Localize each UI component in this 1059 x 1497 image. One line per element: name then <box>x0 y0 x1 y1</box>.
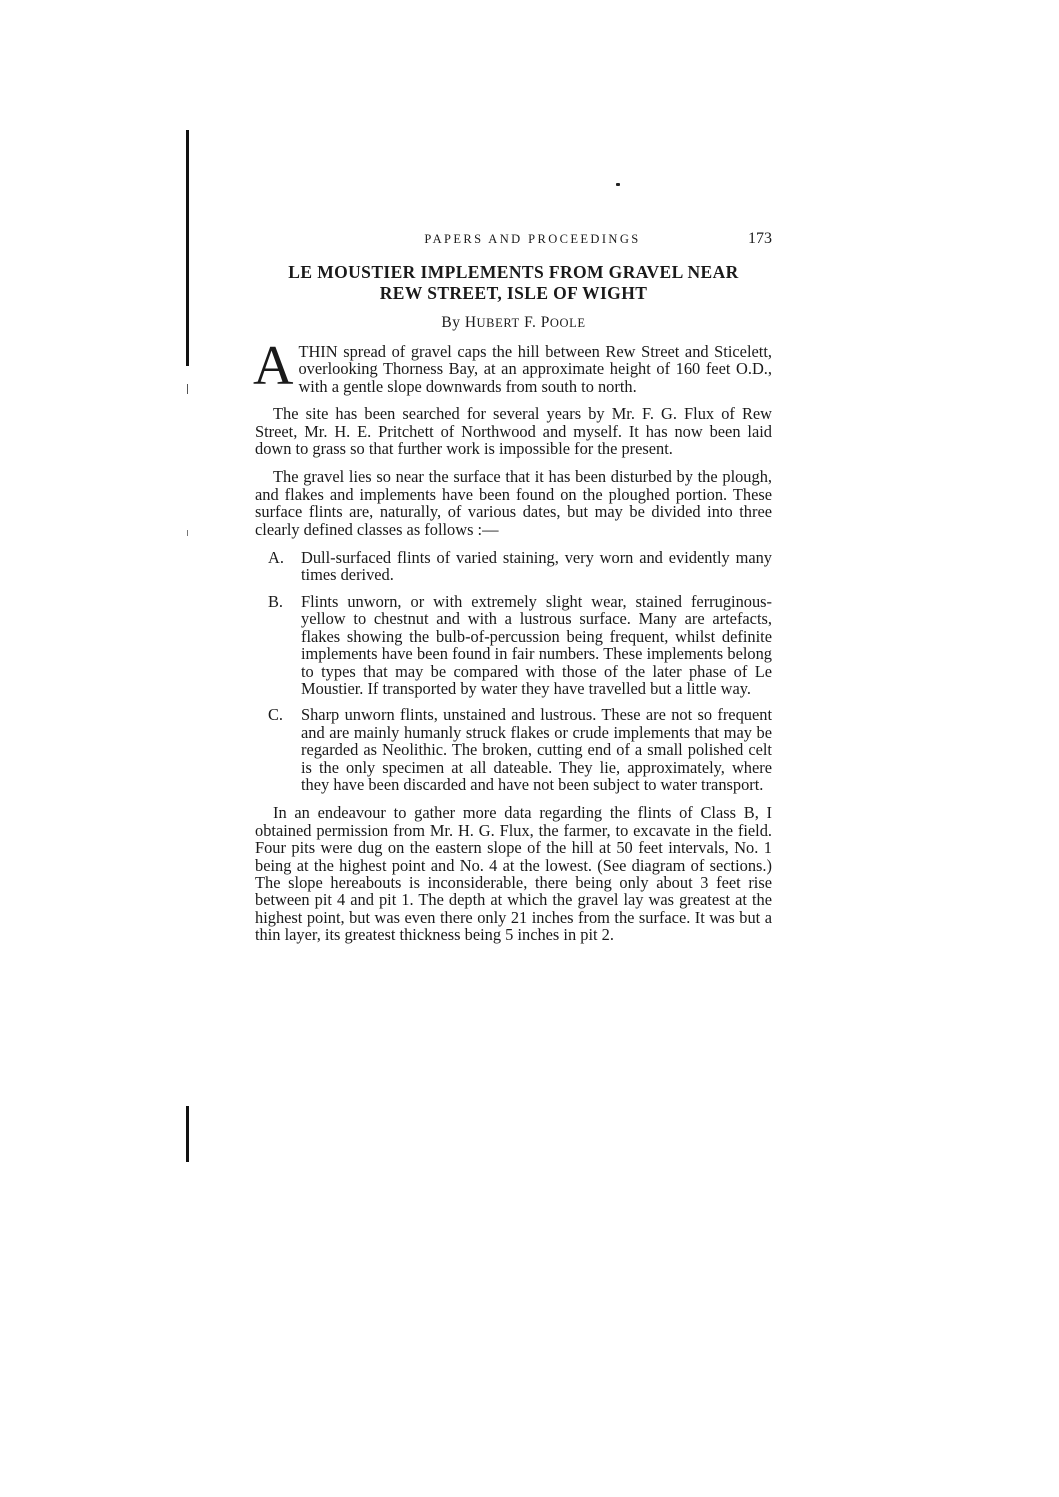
class-description: Flints unworn, or with extremely slight wear, stained ferruginous-yellow to chestnut and with a lustrous surface. Many are artefacts, flakes showing the bulb-of-percussion being frequent, whilst definite implements have been found in fair numbers. These implements belong to types that may be compared with those of the later phase of Le Moustier. If transported by water they have travelled but a little way. <box>301 591 772 698</box>
drop-cap: A <box>253 335 294 397</box>
author-last-initial: P <box>540 314 550 331</box>
author-first-initial: H <box>464 314 477 331</box>
list-item-class-a <box>255 549 772 584</box>
paragraph-surface-flints: The gravel lies so near the surface that it has been disturbed by the plough, and flakes and implements have been found on the ploughed portion. These surface flints are, naturally, of various dates, but may be divided into three clearly defined classes as follows :— <box>255 467 772 539</box>
list-item-class-b <box>255 593 772 697</box>
class-description: Dull-surfaced flints of varied staining, very worn and evidently many times derived. <box>301 548 772 585</box>
scan-binding-mark <box>187 384 188 394</box>
intro-text: THIN spread of gravel caps the hill between Rew Street and Sticelett, overlooking Thorness Bay, at an approximate height of 160 feet O.D., with a gentle slope downwards from south to north. <box>298 342 772 396</box>
author-first-rest: UBERT <box>476 316 520 330</box>
journal-page <box>255 228 772 955</box>
article-title-line-1: LE MOUSTIER IMPLEMENTS FROM GRAVEL NEAR <box>288 262 739 282</box>
intro-paragraph <box>253 335 772 397</box>
list-item-class-c <box>255 706 772 793</box>
scan-binding-edge-top <box>186 130 189 366</box>
paragraph-site-history: The site has been searched for several years by Mr. F. G. Flux of Rew Street, Mr. H. E. Pritchett of Northwood and myself. It has now been laid down to grass so that further work is impossible for the present. <box>255 404 772 459</box>
author-last-rest: OOLE <box>549 316 586 330</box>
class-letter: B. <box>268 591 284 611</box>
article-title <box>255 262 772 304</box>
author-middle-initial: F. <box>524 314 537 331</box>
class-letter: A. <box>268 548 284 568</box>
byline <box>255 313 772 333</box>
byline-prefix: By <box>441 314 461 331</box>
article-body <box>253 335 772 945</box>
running-head-title: PAPERS AND PROCEEDINGS <box>424 232 641 246</box>
scan-speck <box>616 183 620 186</box>
article-title-line-2: REW STREET, ISLE OF WIGHT <box>379 283 648 303</box>
scan-binding-mark <box>187 530 188 536</box>
paragraph-excavation: In an endeavour to gather more data regarding the flints of Class B, I obtained permission from Mr. H. G. Flux, the farmer, to excavate in the field. Four pits were dug on the eastern slope of the hill at 50 feet intervals, No. 1 being at the highest point and No. 4 at the lowest. (See diagram of sections.) The slope hereabouts is inconsiderable, there being only about 3 feet rise between pit 4 and pit 1. The depth at which the gravel lay was greatest at the highest point, but was even there only 21 inches from the surface. It was but a thin layer, its greatest thickness being 5 inches in pit 2. <box>255 803 772 945</box>
flint-classes-list <box>255 549 772 793</box>
class-letter: C. <box>268 705 284 725</box>
scan-binding-edge-bottom <box>186 1106 189 1162</box>
running-head <box>255 228 772 254</box>
class-description: Sharp unworn flints, unstained and lustrous. These are not so frequent and are mainly humanly struck flakes or crude implements that may be regarded as Neolithic. The broken, cutting end of a small polished celt is the only specimen at all dateable. They lie, approximately, where they have been discarded and have not been subject to water transport. <box>301 705 772 794</box>
page-number: 173 <box>748 230 772 247</box>
